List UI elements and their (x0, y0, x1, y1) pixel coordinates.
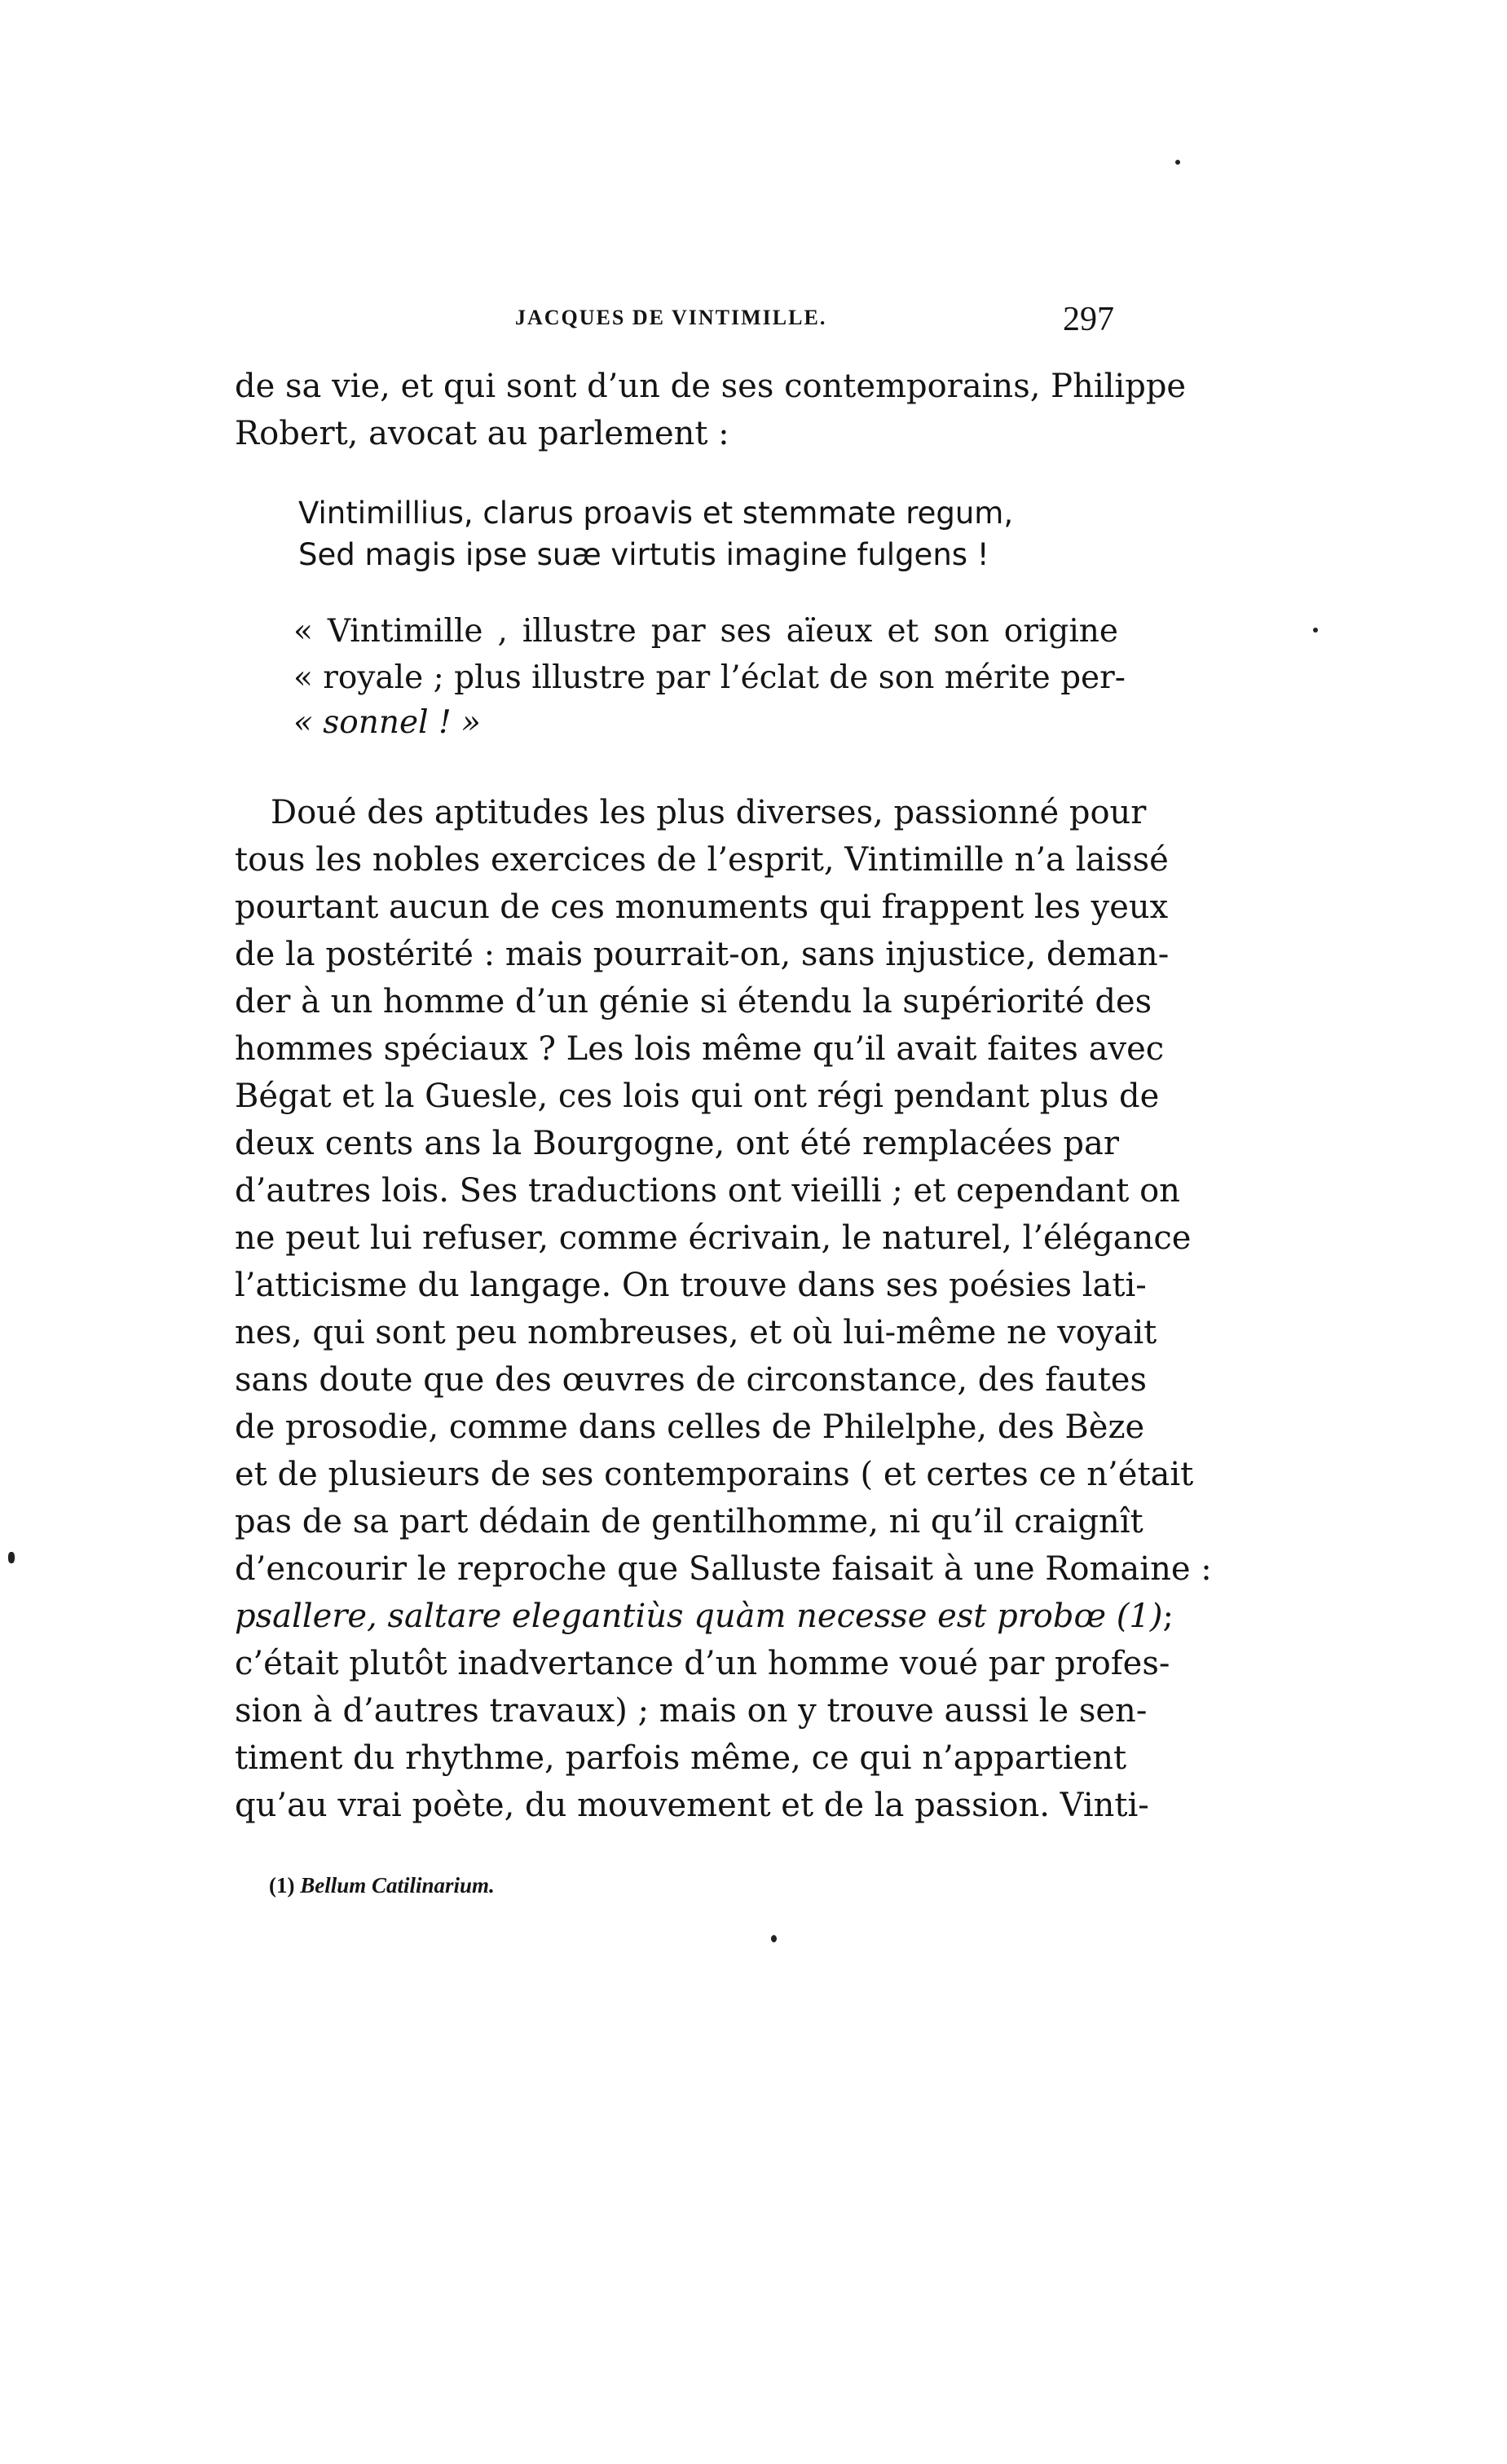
paragraph-line: timent du rhythme, parfois même, ce qui n’appartient (235, 1739, 1127, 1777)
paragraph-line: pas de sa part dédain de gentilhomme, ni qu’il craignît (235, 1503, 1143, 1541)
paragraph-line: pourtant aucun de ces monuments qui frappent les yeux (235, 888, 1169, 926)
verse-line: Vintimillius, clarus proavis et stemmate regum, (298, 496, 1014, 531)
paragraph-line: deux cents ans la Bourgogne, ont été remplacées par (235, 1125, 1119, 1162)
paragraph-line: sion à d’autres travaux) ; mais on y trouve aussi le sen- (235, 1692, 1148, 1730)
paragraph-line: nes, qui sont peu nombreuses, et où lui-même ne voyait (235, 1314, 1157, 1351)
translation-line: « Vintimille , illustre par ses aïeux et son origine (293, 613, 1118, 650)
paragraph-line: ne peut lui refuser, comme écrivain, le naturel, l’élégance (235, 1219, 1192, 1257)
paragraph-line: Bégat et la Guesle, ces lois qui ont régi pendant plus de (235, 1078, 1160, 1115)
latin-citation: psallere, saltare elegantiùs quàm necesse est probœ (235, 1598, 1107, 1635)
paragraph-line: tous les nobles exercices de l’esprit, Vintimille n’a laissé (235, 841, 1169, 879)
running-title: JACQUES DE VINTIMILLE. (515, 306, 827, 329)
scan-speck (771, 1935, 777, 1942)
scan-speck (1175, 160, 1180, 165)
paragraph-line: qu’au vrai poète, du mouvement et de la passion. Vinti- (235, 1787, 1149, 1824)
paragraph-line: l’atticisme du langage. On trouve dans ses poésies lati- (235, 1267, 1147, 1304)
page-number: 297 (1063, 301, 1114, 338)
paragraph-line: et de plusieurs de ses contemporains ( et certes ce n’était (235, 1456, 1194, 1493)
scan-speck (8, 1552, 15, 1563)
paragraph-line: Doué des aptitudes les plus diverses, passionné pour (271, 794, 1147, 831)
paragraph-line: der à un homme d’un génie si étendu la supériorité des (235, 983, 1152, 1020)
text-line: Robert, avocat au parlement : (235, 415, 729, 452)
paragraph-line: c’était plutôt inadvertance d’un homme voué par profes- (235, 1645, 1170, 1682)
footnote (269, 1873, 495, 1898)
paragraph-line: sans doute que des œuvres de circonstance, des fautes (235, 1361, 1147, 1399)
paragraph-line: d’encourir le reproche que Salluste faisait à une Romaine : (235, 1550, 1212, 1588)
paragraph-line: hommes spéciaux ? Les lois même qu’il avait faites avec (235, 1030, 1165, 1068)
footnote-reference[interactable]: (1) (1116, 1598, 1163, 1635)
scan-speck (1313, 628, 1318, 633)
footnote-marker: (1) (269, 1873, 295, 1898)
paragraph-line: de prosodie, comme dans celles de Philelphe, des Bèze (235, 1408, 1145, 1446)
paragraph-line: d’autres lois. Ses traductions ont vieilli ; et cependant on (235, 1172, 1180, 1210)
text-line: de sa vie, et qui sont d’un de ses contemporains, Philippe (235, 368, 1187, 405)
paragraph-line: de la postérité : mais pourrait-on, sans injustice, deman- (235, 936, 1170, 973)
translation-line: « royale ; plus illustre par l’éclat de son mérite per- (293, 659, 1126, 696)
footnote-text: Bellum Catilinarium. (300, 1873, 495, 1898)
citation-line (235, 1593, 1174, 1640)
citation-punctuation: ; (1162, 1598, 1174, 1635)
verse-line: Sed magis ipse suæ virtutis imagine fulgens ! (298, 537, 989, 572)
translation-line: « sonnel ! » (293, 704, 481, 741)
